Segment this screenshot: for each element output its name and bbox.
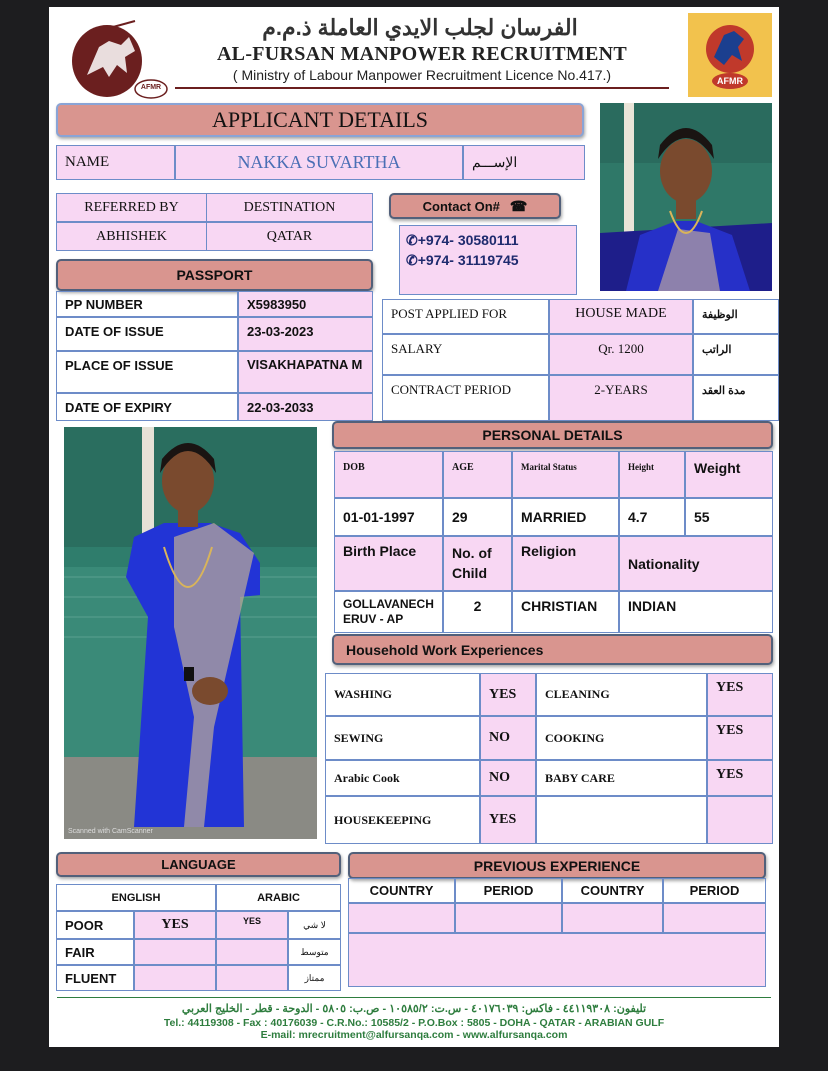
sewing-label: SEWING [325, 716, 480, 760]
age-value: 29 [443, 498, 512, 536]
header-rule [175, 87, 669, 89]
company-arabic-name: الفرسان لجلب الايدي العاملة ذ.م.م [262, 15, 578, 40]
no-of-child-value: 2 [443, 591, 512, 633]
company-logo-right [688, 13, 772, 97]
nationality-header: Nationality [619, 536, 773, 591]
poor-arabic-label: لا شي [288, 911, 341, 939]
post-applied-label: POST APPLIED FOR [382, 299, 549, 334]
fair-arabic [216, 939, 288, 965]
applicant-name: NAKKA SUVARTHA [175, 145, 463, 180]
prev-row-cell [348, 903, 455, 933]
household-header: Household Work Experiences [332, 634, 773, 665]
dob-header: DOB [334, 451, 443, 498]
religion-header: Religion [512, 536, 619, 591]
place-of-issue-value: VISAKHAPATNA M [238, 351, 373, 393]
housekeeping-value: YES [480, 796, 536, 844]
applicant-portrait-photo [600, 103, 772, 291]
poor-arabic: YES [216, 911, 288, 939]
date-of-issue-value: 23-03-2023 [238, 317, 373, 351]
household-empty-value [707, 796, 773, 844]
pp-number-label: PP NUMBER [56, 291, 238, 317]
name-label: NAME [56, 145, 175, 180]
cleaning-value: YES [707, 673, 773, 716]
arabic-cook-label: Arabic Cook [325, 760, 480, 796]
birth-place-value: GOLLAVANECH ERUV - AP [334, 591, 443, 633]
weight-value: 55 [685, 498, 773, 536]
prev-row-cell [663, 903, 766, 933]
fluent-arabic-label: ممتاز [288, 965, 341, 991]
footer-email: E-mail: mrecruitment@alfursanqa.com - www.alfursanqa.com [260, 1029, 568, 1041]
salary-label: SALARY [382, 334, 549, 375]
contact-header [389, 193, 561, 219]
post-applied-arabic: الوظيفة [693, 299, 779, 334]
prev-country-header-2: COUNTRY [562, 878, 663, 903]
dob-value: 01-01-1997 [334, 498, 443, 536]
fair-label: FAIR [56, 939, 134, 965]
applicant-form [49, 7, 779, 1047]
logo-badge-right: AFMR [717, 76, 743, 86]
poor-label: POOR [56, 911, 134, 939]
no-of-child-header: No. of Child [443, 536, 512, 591]
birth-place-header: Birth Place [334, 536, 443, 591]
salary-value: Qr. 1200 [549, 334, 693, 375]
baby-care-label: BABY CARE [536, 760, 707, 796]
phone-icon: ☎ [509, 197, 528, 214]
sewing-value: NO [480, 716, 536, 760]
applicant-full-photo [64, 427, 317, 839]
weight-header: Weight [685, 451, 773, 498]
prev-period-header-1: PERIOD [455, 878, 562, 903]
household-empty-label [536, 796, 707, 844]
logo-badge-left: AFMR [140, 84, 162, 91]
fair-english [134, 939, 216, 965]
fluent-arabic [216, 965, 288, 991]
washing-label: WASHING [325, 673, 480, 716]
date-of-expiry-label: DATE OF EXPIRY [56, 393, 238, 421]
height-value: 4.7 [619, 498, 685, 536]
nationality-value: INDIAN [619, 591, 773, 633]
contact-label: Contact On# [422, 198, 500, 214]
contact-phone-1: ✆+974- 30580111 [406, 232, 519, 248]
footer-arabic: تليفون: ٤٤١١٩٣٠٨ - فاكس: ٤٠١٧٦٠٣٩ - س.ت: ١٠٥٨٥/٢ - ص.ب: ٥٨٠٥ - الدوحة - قطر - الخليج العربي [181, 1003, 647, 1015]
applicant-details-title: APPLICANT DETAILS [56, 103, 584, 137]
fair-arabic-label: متوسط [288, 939, 341, 965]
fluent-english [134, 965, 216, 991]
passport-header: PASSPORT [56, 259, 373, 291]
destination-value: QATAR [206, 222, 373, 251]
age-header: AGE [443, 451, 512, 498]
fluent-label: FLUENT [56, 965, 134, 991]
washing-value: YES [480, 673, 536, 716]
contract-period-value: 2-YEARS [549, 375, 693, 421]
personal-details-header: PERSONAL DETAILS [332, 421, 773, 449]
prev-row-cell [455, 903, 562, 933]
footer-contact: Tel.: 44119308 - Fax : 40176039 - C.R.No.: 10585/2 - P.O.Box : 5805 - DOHA - QATAR - ARABIAN GULF [163, 1017, 665, 1029]
company-name: AL-FURSAN MANPOWER RECRUITMENT [216, 43, 628, 65]
height-header: Height [619, 451, 685, 498]
prev-period-header-2: PERIOD [663, 878, 766, 903]
contact-box [399, 225, 577, 295]
english-col-header: ENGLISH [56, 884, 216, 911]
cleaning-label: CLEANING [536, 673, 707, 716]
date-of-expiry-value: 22-03-2033 [238, 393, 373, 421]
previous-experience-header: PREVIOUS EXPERIENCE [348, 852, 766, 879]
contact-phone-2: ✆+974- 31119745 [406, 252, 519, 268]
arabic-col-header: ARABIC [216, 884, 341, 911]
poor-english: YES [134, 911, 216, 939]
destination-label: DESTINATION [206, 193, 373, 222]
scanner-watermark: Scanned with CamScanner [68, 828, 153, 835]
contract-period-label: CONTRACT PERIOD [382, 375, 549, 421]
marital-status-value: MARRIED [512, 498, 619, 536]
cooking-label: COOKING [536, 716, 707, 760]
date-of-issue-label: DATE OF ISSUE [56, 317, 238, 351]
footer-rule [57, 997, 771, 998]
prev-country-header-1: COUNTRY [348, 878, 455, 903]
post-applied-value: HOUSE MADE [549, 299, 693, 334]
prev-notes-area [348, 933, 766, 987]
company-logo-left [69, 17, 169, 99]
housekeeping-label: HOUSEKEEPING [325, 796, 480, 844]
salary-arabic: الراتب [693, 334, 779, 375]
religion-value: CHRISTIAN [512, 591, 619, 633]
baby-care-value: YES [707, 760, 773, 796]
contract-period-arabic: مدة العقد [693, 375, 779, 421]
marital-status-header: Marital Status [512, 451, 619, 498]
referred-by-value: ABHISHEK [56, 222, 207, 251]
licence-text: ( Ministry of Labour Manpower Recruitment Licence No.417.) [232, 67, 612, 83]
language-header: LANGUAGE [56, 852, 341, 877]
referred-by-label: REFERRED BY [56, 193, 207, 222]
prev-row-cell [562, 903, 663, 933]
cooking-value: YES [707, 716, 773, 760]
arabic-cook-value: NO [480, 760, 536, 796]
place-of-issue-label: PLACE OF ISSUE [56, 351, 238, 393]
name-arabic-label: الإســـم [463, 145, 585, 180]
pp-number-value: X5983950 [238, 291, 373, 317]
